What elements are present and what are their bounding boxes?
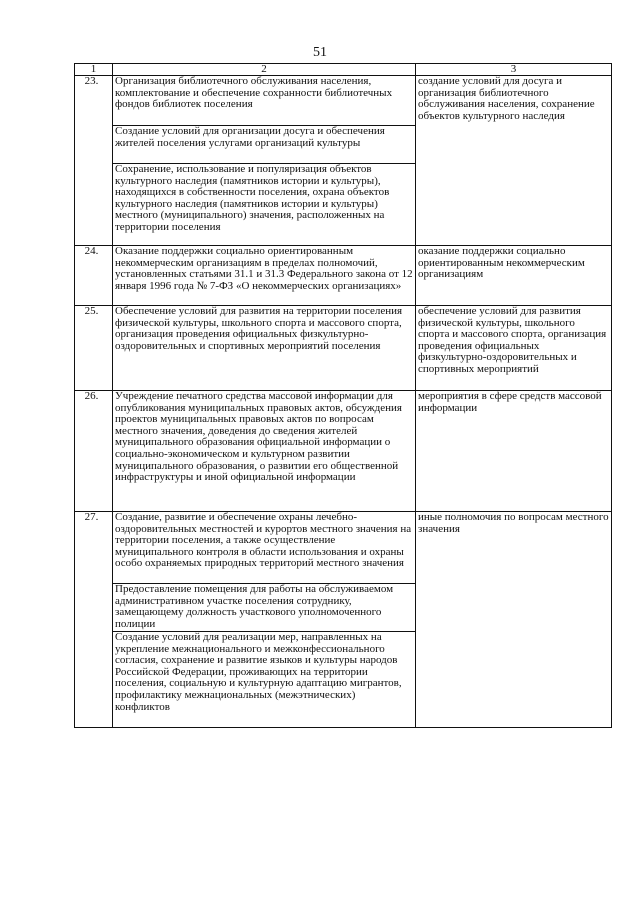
row-item: Создание условий для реализации мер, направленных на укрепление межнационального и межконфессионального согласия, сохранение и развитие языков и культуры народов Российской Федерации, проживающих на территории поселения, социальную и культурную адаптацию мигрантов, профилактику межнациональных (межэтнических) конфликтов [113,632,416,728]
table-row [75,76,612,126]
row-item: Организация библиотечного обслуживания населения, комплектование и обеспечение сохранности библиотечных фондов библиотек поселения [113,76,416,126]
row-item: Учреждение печатного средства массовой информации для опубликования муниципальных правовых актов, обсуждения проектов муниципальных правовых актов по вопросам местного значения, доведения до сведения жителей муниципального образования официальной информации о социально-экономическом и культурном развитии муниципального образования, о развитии его общественной инфраструктуры и иной официальной информации [113,391,416,512]
row-summary: обеспечение условий для развития физической культуры, школьного спорта и массового спорта, организация проведения официальных физкультурно-оздоровительных и спортивных мероприятий [416,306,612,391]
powers-table [74,63,612,728]
row-item: Предоставление помещения для работы на обслуживаемом административном участке поселения сотруднику, замещающему должность участкового уполномоченного полиции [113,584,416,632]
table-row [75,391,612,512]
row-item: Создание, развитие и обеспечение охраны лечебно-оздоровительных местностей и курортов местного значения на территории поселения, а также осуществление муниципального контроля в области использования и охраны особо охраняемых природных территорий местного значения [113,512,416,584]
row-number: 26. [75,391,113,512]
row-item: Создание условий для организации досуга и обеспечения жителей поселения услугами организаций культуры [113,126,416,164]
page-number: 51 [313,45,327,60]
row-summary: иные полномочия по вопросам местного значения [416,512,612,728]
row-summary: оказание поддержки социально ориентированным некоммерческим организациям [416,246,612,306]
table-row [75,246,612,306]
table-header-row [75,64,612,76]
row-item: Оказание поддержки социально ориентированным некоммерческим организациям в пределах полномочий, установленных статьями 31.1 и 31.3 Федерального закона от 12 января 1996 года № 7-ФЗ «О некоммерческих организациях» [113,246,416,306]
row-number: 27. [75,512,113,728]
row-summary: мероприятия в сфере средств массовой информации [416,391,612,512]
row-number: 25. [75,306,113,391]
header-col-1: 1 [75,64,113,76]
row-number: 24. [75,246,113,306]
row-item: Сохранение, использование и популяризация объектов культурного наследия (памятников истории и культуры), находящихся в собственности поселения, охрана объектов культурного наследия (памятников истории и культуры) местного (муниципального) значения, расположенных на территории поселения [113,164,416,246]
row-summary: создание условий для досуга и организация библиотечного обслуживания населения, сохранение объектов культурного наследия [416,76,612,246]
header-col-3: 3 [416,64,612,76]
row-number: 23. [75,76,113,246]
row-item: Обеспечение условий для развития на территории поселения физической культуры, школьного спорта и массового спорта, организация проведения официальных физкультурно-оздоровительных и спортивных мероприятий поселения [113,306,416,391]
table-row [75,306,612,391]
table-row [75,512,612,584]
header-col-2: 2 [113,64,416,76]
